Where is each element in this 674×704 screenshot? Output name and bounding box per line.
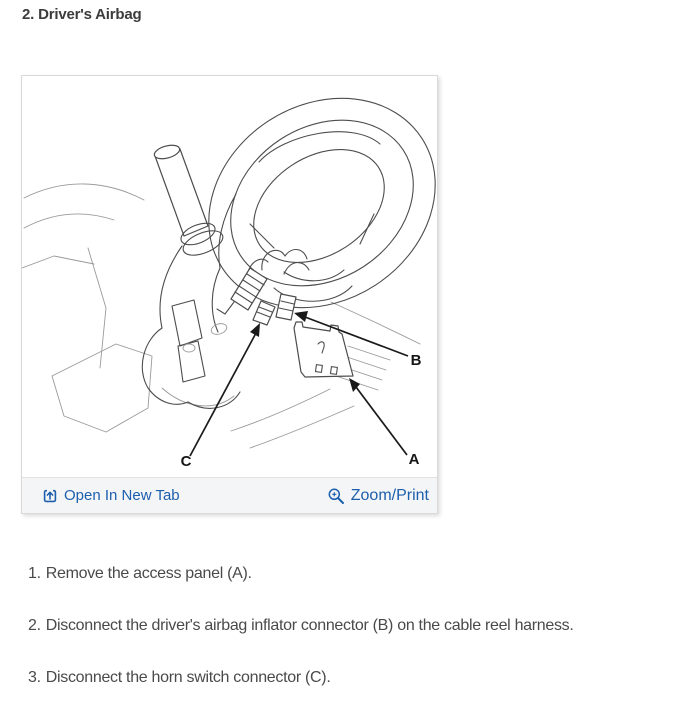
horn-switch-connector (253, 301, 275, 325)
label-b: B (410, 352, 422, 369)
dashboard-lines (22, 184, 420, 448)
steering-column-illustration (22, 76, 437, 477)
zoom-print-link[interactable] (327, 487, 429, 505)
open-in-new-tab-label: Open In New Tab (64, 487, 180, 504)
magnifier-plus-icon (327, 487, 345, 505)
label-a: A (408, 451, 420, 468)
step-2-number: 2. (28, 617, 41, 634)
figure-toolbar (22, 477, 437, 513)
step-3 (28, 669, 666, 687)
page-title: 2. Driver's Airbag (22, 6, 142, 23)
airbag-inflator-connector (276, 294, 296, 320)
zoom-print-label: Zoom/Print (350, 486, 429, 504)
procedure-steps (28, 565, 666, 704)
access-panel (294, 322, 353, 377)
figure-panel (21, 75, 438, 514)
airbag-diagram (22, 76, 437, 477)
label-c: C (180, 453, 192, 470)
cable-reel-harness (248, 250, 309, 274)
turn-signal-stalk (153, 143, 226, 260)
step-1-text: Remove the access panel (A). (45, 565, 252, 582)
step-3-number: 3. (28, 669, 41, 686)
step-1 (28, 565, 666, 583)
step-2-text: Disconnect the driver's airbag inflator connector (B) on the cable reel harness. (45, 617, 574, 634)
open-in-new-tab-icon (42, 488, 58, 504)
step-2 (28, 617, 666, 635)
step-1-number: 1. (28, 565, 41, 582)
arrow-c (190, 323, 260, 456)
open-in-new-tab-link[interactable] (42, 487, 180, 504)
steering-wheel (169, 76, 437, 350)
step-3-text: Disconnect the horn switch connector (C). (45, 669, 331, 686)
